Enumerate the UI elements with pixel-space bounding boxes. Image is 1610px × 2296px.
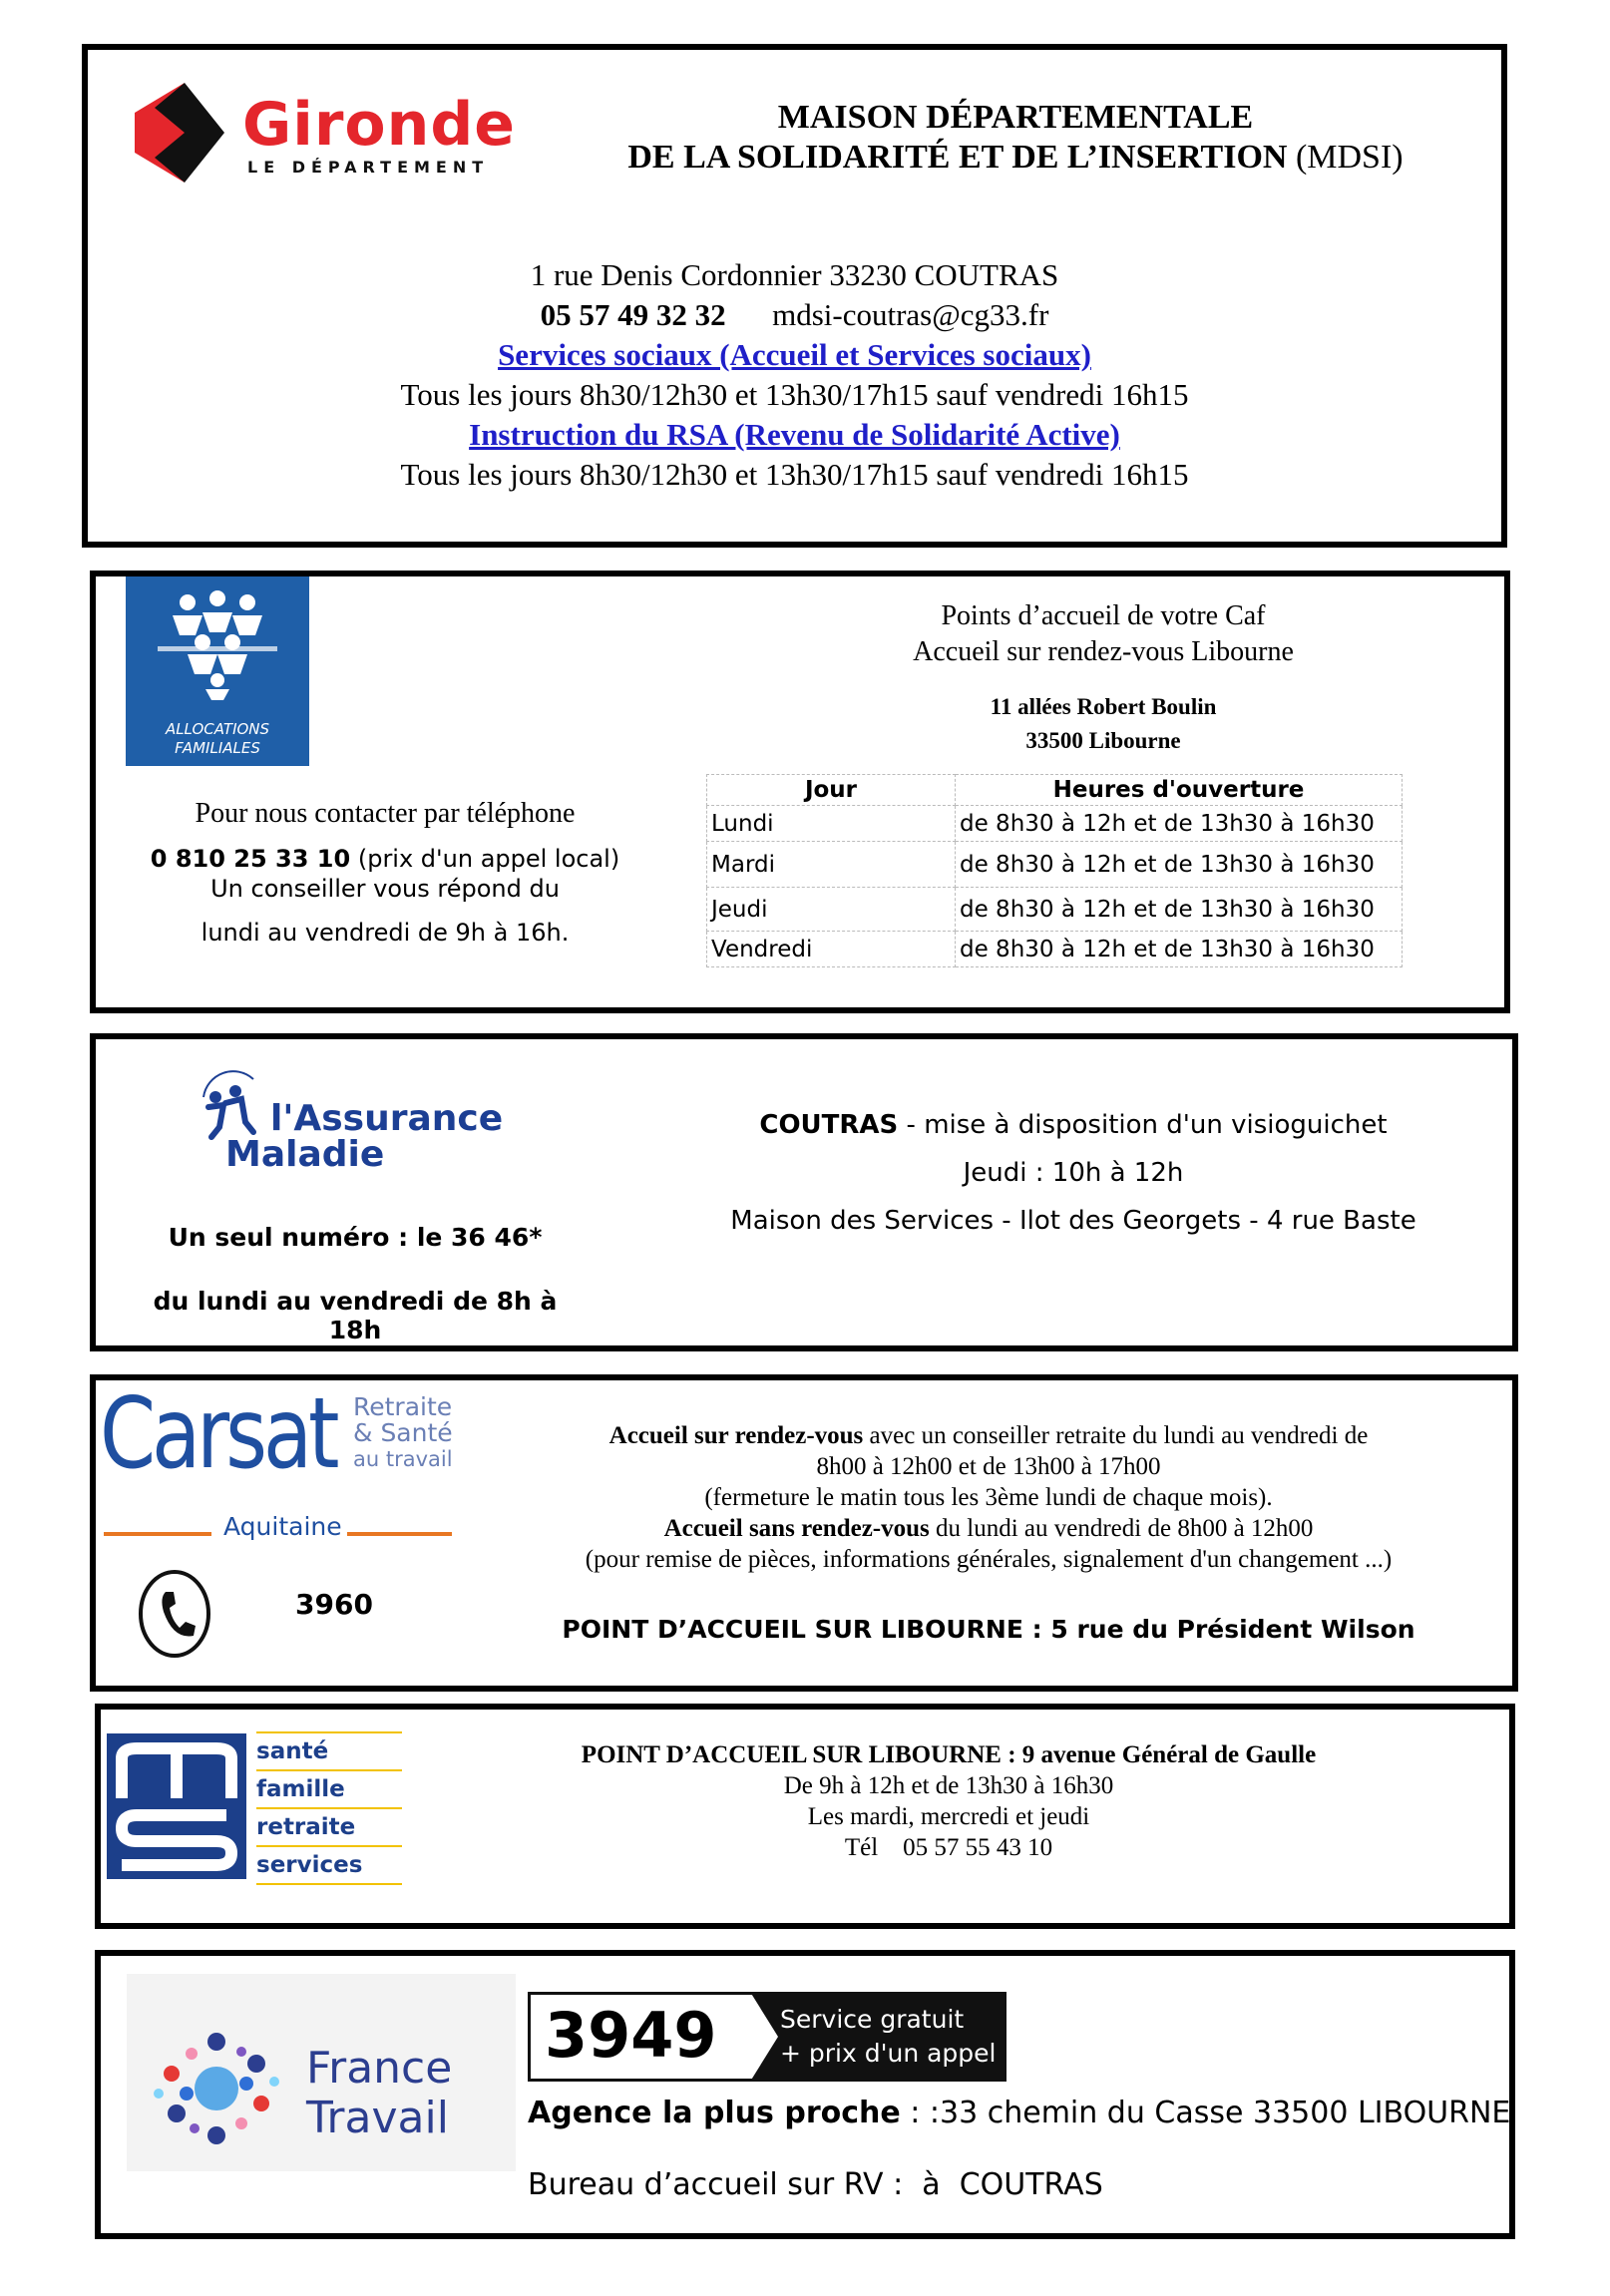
msa-logo-item: retraite — [256, 1807, 402, 1845]
msa-logo-list — [256, 1731, 402, 1885]
caf-logo-line1: ALLOCATIONS — [165, 720, 270, 738]
mdsi-email[interactable]: mdsi-coutras@cg33.fr — [772, 297, 1049, 332]
caf-points-title-block — [854, 598, 1353, 670]
caf-points-sub: Accueil sur rendez-vous Libourne — [913, 636, 1294, 667]
gironde-logo-subtitle: LE DÉPARTEMENT — [247, 158, 490, 177]
france-travail-bureau: Bureau d’accueil sur RV : à COUTRAS — [528, 2167, 1103, 2202]
france-travail-logo-text — [306, 2044, 452, 2143]
ameli-place: Maison des Services - Ilot des Georgets - 4 rue Baste — [730, 1206, 1416, 1236]
france-travail-section — [95, 1950, 1515, 2239]
msa-point: POINT D’ACCUEIL SUR LIBOURNE : 9 avenue Général de Gaulle — [581, 1741, 1317, 1768]
table-cell-day: Lundi — [707, 806, 956, 842]
table-row — [707, 842, 1403, 888]
phone-icon — [136, 1568, 213, 1660]
mdsi-section — [82, 44, 1507, 548]
ameli-hours: du lundi au vendredi de 8h à 18h — [153, 1287, 558, 1344]
caf-phone-note: (prix d'un appel local) — [357, 845, 620, 873]
ameli-visio-block — [714, 1101, 1432, 1245]
france-travail-agence-value: : :33 chemin du Casse 33500 LIBOURNE — [900, 2096, 1511, 2130]
caf-phone-block — [121, 844, 649, 948]
carsat-tag1: Retraite — [353, 1392, 453, 1421]
msa-tel: Tél 05 57 55 43 10 — [844, 1834, 1053, 1861]
ameli-section — [90, 1033, 1518, 1351]
carsat-line4-bold: Accueil sans rendez-vous — [663, 1515, 930, 1542]
caf-phone: 0 810 25 33 10 — [150, 845, 351, 873]
carsat-line1-rest: avec un conseiller retraite du lundi au vendredi de — [863, 1422, 1369, 1449]
caf-logo-line2: FAMILIALES — [175, 739, 260, 757]
msa-hours: De 9h à 12h et de 13h30 à 16h30 — [783, 1772, 1114, 1799]
link-services-sociaux[interactable]: Services sociaux (Accueil et Services sociaux) — [498, 337, 1091, 372]
carsat-phone: 3960 — [295, 1588, 373, 1621]
table-header-heures: Heures d'ouverture — [956, 775, 1403, 806]
table-cell-hours: de 8h30 à 12h et de 13h30 à 16h30 — [956, 806, 1403, 842]
caf-section — [90, 571, 1510, 1013]
msa-section — [95, 1704, 1515, 1929]
france-travail-number-badge — [528, 1992, 1006, 2082]
carsat-line3: (fermeture le matin tous les 3ème lundi de chaque mois). — [704, 1484, 1273, 1511]
carsat-tag3: au travail — [353, 1447, 453, 1471]
table-cell-hours: de 8h30 à 12h et de 13h30 à 16h30 — [956, 842, 1403, 888]
caf-line-a: Un conseiller vous répond du — [210, 875, 560, 903]
table-cell-hours: de 8h30 à 12h et de 13h30 à 16h30 — [956, 932, 1403, 967]
ameli-day: Jeudi : 10h à 12h — [963, 1158, 1184, 1188]
msa-logo-item: services — [256, 1845, 402, 1885]
ameli-logo-line2: Maladie — [225, 1134, 385, 1175]
carsat-divider-right — [347, 1532, 452, 1536]
ameli-city-rest: - mise à disposition d'un visioguichet — [898, 1110, 1388, 1140]
table-cell-day: Jeudi — [707, 888, 956, 932]
ameli-number: Un seul numéro : le 36 46* — [168, 1223, 543, 1252]
carsat-line1-bold: Accueil sur rendez-vous — [608, 1422, 864, 1449]
link-instruction-rsa[interactable]: Instruction du RSA (Revenu de Solidarité Active) — [469, 417, 1120, 452]
caf-addr2: 33500 Libourne — [1025, 728, 1181, 753]
caf-addr1: 11 allées Robert Boulin — [990, 694, 1217, 719]
france-travail-service2: + prix d'un appel — [780, 2039, 997, 2068]
table-cell-day: Mardi — [707, 842, 956, 888]
carsat-line5: (pour remise de pièces, informations générales, signalement d'un changement ...) — [585, 1546, 1393, 1573]
table-cell-hours: de 8h30 à 12h et de 13h30 à 16h30 — [956, 888, 1403, 932]
mdsi-contact-block — [88, 255, 1501, 495]
mdsi-title-line2: DE LA SOLIDARITÉ ET DE L’INSERTION — [627, 139, 1288, 176]
france-travail-service1: Service gratuit — [780, 2005, 965, 2034]
carsat-line4-rest: du lundi au vendredi de 8h00 à 12h00 — [929, 1515, 1314, 1542]
msa-logo-icon — [107, 1733, 246, 1879]
table-row — [707, 888, 1403, 932]
table-cell-day: Vendredi — [707, 932, 956, 967]
msa-info-block — [470, 1739, 1427, 1863]
carsat-divider-left — [104, 1532, 211, 1536]
msa-logo-item: famille — [256, 1769, 402, 1807]
france-travail-agence-label: Agence la plus proche — [528, 2096, 901, 2130]
carsat-point: POINT D’ACCUEIL SUR LIBOURNE : 5 rue du Président Wilson — [562, 1615, 1415, 1644]
france-travail-number: 3949 — [545, 1999, 717, 2072]
carsat-logo-name: Carsat — [100, 1377, 336, 1491]
gironde-logo-name: Gironde — [242, 90, 516, 160]
carsat-tag2: & Santé — [353, 1418, 453, 1447]
caf-line-b: lundi au vendredi de 9h à 16h. — [201, 919, 570, 947]
carsat-line2: 8h00 à 12h00 et de 13h00 à 17h00 — [816, 1453, 1161, 1480]
table-row — [707, 932, 1403, 967]
france-travail-logo — [127, 1974, 516, 2171]
ameli-logo-text — [225, 1098, 504, 1175]
mdsi-phone: 05 57 49 32 32 — [540, 297, 726, 332]
mdsi-title — [567, 98, 1464, 178]
mdsi-hours-2: Tous les jours 8h30/12h30 et 13h30/17h15 sauf vendredi 16h15 — [400, 457, 1189, 492]
ameli-city: COUTRAS — [759, 1110, 899, 1140]
france-travail-dots-icon — [147, 2014, 286, 2163]
caf-family-icon — [158, 590, 277, 700]
france-travail-service — [780, 2003, 997, 2071]
france-travail-logo-line1: France — [306, 2043, 453, 2094]
mdsi-title-line1: MAISON DÉPARTEMENTALE — [777, 99, 1254, 136]
caf-contact-title: Pour nous contacter par téléphone — [195, 798, 576, 829]
msa-logo-item: santé — [256, 1731, 402, 1769]
carsat-logo-tagline — [353, 1394, 453, 1472]
msa-days: Les mardi, mercredi et jeudi — [807, 1803, 1090, 1830]
ameli-logo-line1: l'Assurance — [270, 1098, 504, 1139]
mdsi-hours-1: Tous les jours 8h30/12h30 et 13h30/17h15 sauf vendredi 16h15 — [400, 377, 1189, 412]
caf-hours-table — [706, 774, 1403, 967]
carsat-region: Aquitaine — [223, 1512, 342, 1541]
caf-points-title: Points d’accueil de votre Caf — [941, 600, 1266, 631]
table-header-row — [707, 775, 1403, 806]
table-header-jour: Jour — [707, 775, 956, 806]
france-travail-logo-line2: Travail — [306, 2093, 449, 2143]
mdsi-address: 1 rue Denis Cordonnier 33230 COUTRAS — [530, 257, 1059, 292]
table-row — [707, 806, 1403, 842]
gironde-logo-icon — [130, 78, 229, 188]
carsat-info-block — [475, 1420, 1502, 1575]
caf-address-block — [854, 690, 1353, 758]
mdsi-title-abbr: (MDSI) — [1295, 139, 1404, 176]
caf-logo — [126, 576, 309, 766]
france-travail-agence — [528, 2096, 1510, 2130]
carsat-section — [90, 1374, 1518, 1692]
